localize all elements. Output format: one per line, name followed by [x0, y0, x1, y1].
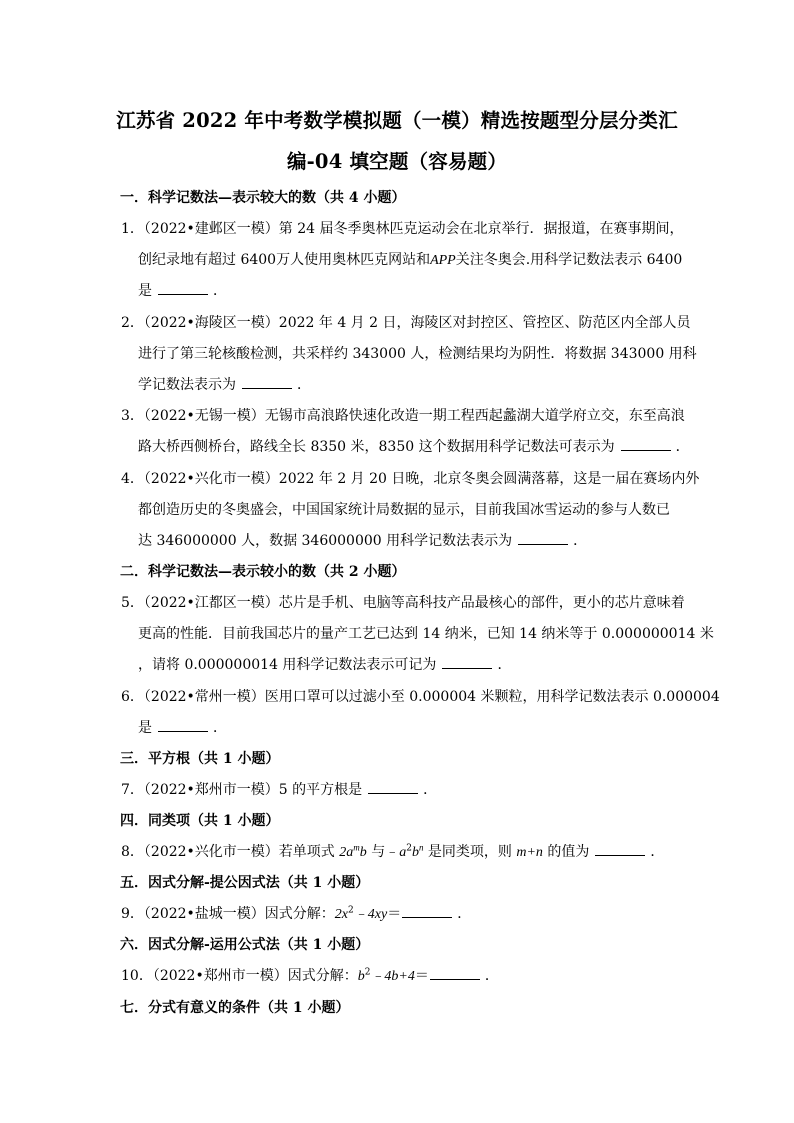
q10-end: ． — [484, 968, 499, 984]
q5-line-3 — [138, 654, 511, 674]
q4-line-2: 都创造历史的冬奥盛会，中国国家统计局数据的显示，目前我国冰雪运动的参与人数已 — [138, 502, 670, 518]
q10-equals: ＝ — [414, 968, 429, 984]
q10-term-1-exponent: 2 — [364, 967, 371, 978]
q9-equals: ＝ — [387, 906, 402, 922]
q5-line-3-text: ，请将 0.000000014 用科学记数法表示可记为 — [138, 657, 437, 673]
q7-end: ． — [423, 782, 438, 798]
q2-line-1: 2．（2022•海陵区一模）2022 年 4 月 2 日，海陵区对封控区、管控区、防范区内全部人员 — [121, 315, 691, 331]
q6-answer-blank[interactable] — [158, 719, 208, 732]
q4-line-1: 4．（2022•兴化市一模）2022 年 2 月 20 日晚，北京冬奥会圆满落幕，这是一届在赛场内外 — [121, 471, 700, 487]
section-heading-4: 四．同类项（共 1 小题） — [120, 813, 280, 829]
q9-line-1 — [121, 903, 471, 923]
q6-line-2 — [138, 717, 227, 737]
q8-answer-blank[interactable] — [595, 843, 645, 856]
q5-line-1: 5．（2022•江都区一模）芯片是手机、电脑等高科技产品最核心的部件，更小的芯片意味着 — [121, 595, 685, 611]
q6-line-2-end: ． — [213, 720, 227, 736]
q10-term-1: b — [357, 969, 365, 984]
q9-term-2: ﹣4xy — [353, 907, 388, 922]
q1-line-2 — [138, 249, 682, 269]
q8-term-4-exponent: n — [418, 842, 424, 853]
q2-line-3-text: 学记数法表示为 — [138, 377, 236, 393]
q10-line-1 — [121, 965, 499, 985]
q9-end: ． — [457, 906, 472, 922]
q2-line-2: 进行了第三轮核酸检测，共采样约 343000 人，检测结果均为阴性．将数据 343000 用科 — [138, 346, 697, 362]
section-heading-5: 五．因式分解-提公因式法（共 1 小题） — [120, 875, 370, 891]
q1-line-1: 1．（2022•建邺区一模）第 24 届冬季奥林匹克运动会在北京举行．据报道，在赛事期间， — [121, 221, 684, 237]
q5-line-3-end: ． — [497, 657, 512, 673]
q3-line-1: 3．（2022•无锡一模）无锡市高浪路快速化改造一期工程西起蠡湖大道学府立交，东至高浪 — [121, 408, 685, 424]
q8-text-d: 的值为 — [542, 844, 590, 860]
q2-answer-blank[interactable] — [242, 376, 292, 389]
q1-line-3 — [138, 280, 227, 300]
q8-term-1-exponent: m — [353, 842, 360, 853]
q4-line-3-end: ． — [573, 533, 588, 549]
q2-line-3-end: ． — [297, 377, 311, 393]
q2-line-3 — [138, 374, 311, 394]
q8-term-2: b — [359, 845, 367, 860]
q9-text-a: 9．（2022•盐城一模）因式分解： — [121, 906, 335, 922]
section-heading-2: 二．科学记数法—表示较小的数（共 2 小题） — [120, 564, 406, 580]
document-title-line-2: 编-04 填空题（容易题） — [286, 150, 508, 173]
q8-end: ． — [650, 844, 665, 860]
q1-line-2-text-a: 创纪录地有超过 6400万人使用奥林匹克网站和 — [138, 252, 431, 268]
q8-term-3: a — [399, 845, 407, 860]
q5-line-2: 更高的性能．目前我国芯片的量产工艺已达到 14 纳米，已知 14 纳米等于 0.000000014 米 — [138, 626, 714, 642]
q1-answer-blank[interactable] — [158, 282, 208, 295]
q8-text-a: 8．（2022•兴化市一模）若单项式 — [121, 844, 340, 860]
q10-text-a: 10．（2022•郑州市一模）因式分解： — [121, 968, 358, 984]
document-title-line-1: 江苏省 2022 年中考数学模拟题（一模）精选按题型分层分类汇 — [116, 109, 678, 132]
q3-answer-blank[interactable] — [621, 438, 671, 451]
q9-term-1: 2x — [334, 907, 349, 922]
q4-line-3-text: 达 346000000 人，数据 346000000 用科学记数法表示为 — [138, 533, 513, 549]
q8-term-1: 2a — [339, 845, 354, 860]
q3-line-2-text: 路大桥西侧桥台，路线全长 8350 米，8350 这个数据用科学记数法可表示为 — [138, 439, 615, 455]
q1-line-3-text: 是 — [138, 283, 152, 299]
q10-answer-blank[interactable] — [430, 967, 480, 980]
q8-text-c: 是同类项，则 — [423, 844, 517, 860]
section-heading-6: 六．因式分解-运用公式法（共 1 小题） — [120, 937, 370, 953]
q1-line-2-text-c: 关注冬奥会.用科学记数法表示 6400 — [455, 252, 683, 268]
q7-text: 7．（2022•郑州市一模）5 的平方根是 — [121, 782, 363, 798]
q9-answer-blank[interactable] — [402, 905, 452, 918]
q8-text-b: 与﹣ — [366, 844, 400, 860]
section-heading-3: 三．平方根（共 1 小题） — [120, 751, 280, 767]
q3-line-2 — [138, 436, 690, 456]
section-heading-7: 七．分式有意义的条件（共 1 小题） — [120, 1000, 350, 1016]
q8-term-3-exponent: 2 — [406, 843, 412, 854]
q1-app-term: APP — [430, 253, 456, 268]
q5-answer-blank[interactable] — [442, 656, 492, 669]
q4-answer-blank[interactable] — [518, 532, 568, 545]
q3-line-2-end: ． — [675, 439, 690, 455]
q8-term-4: b — [411, 845, 419, 860]
q8-line-1 — [121, 841, 664, 861]
q1-line-3-end: ． — [213, 283, 227, 299]
q9-term-1-exponent: 2 — [348, 905, 354, 916]
q7-answer-blank[interactable] — [368, 781, 418, 794]
q8-term-5: m+n — [516, 845, 543, 860]
q7-line-1 — [121, 779, 437, 799]
q4-line-3 — [138, 530, 587, 550]
q6-line-1: 6．（2022•常州一模）医用口罩可以过滤小至 0.000004 米颗粒，用科学记数法表示 0.000004 — [121, 689, 720, 705]
section-heading-1: 一．科学记数法—表示较大的数（共 4 小题） — [120, 190, 406, 206]
q6-line-2-text: 是 — [138, 720, 152, 736]
q10-term-2: ﹣4b+4 — [370, 969, 415, 984]
